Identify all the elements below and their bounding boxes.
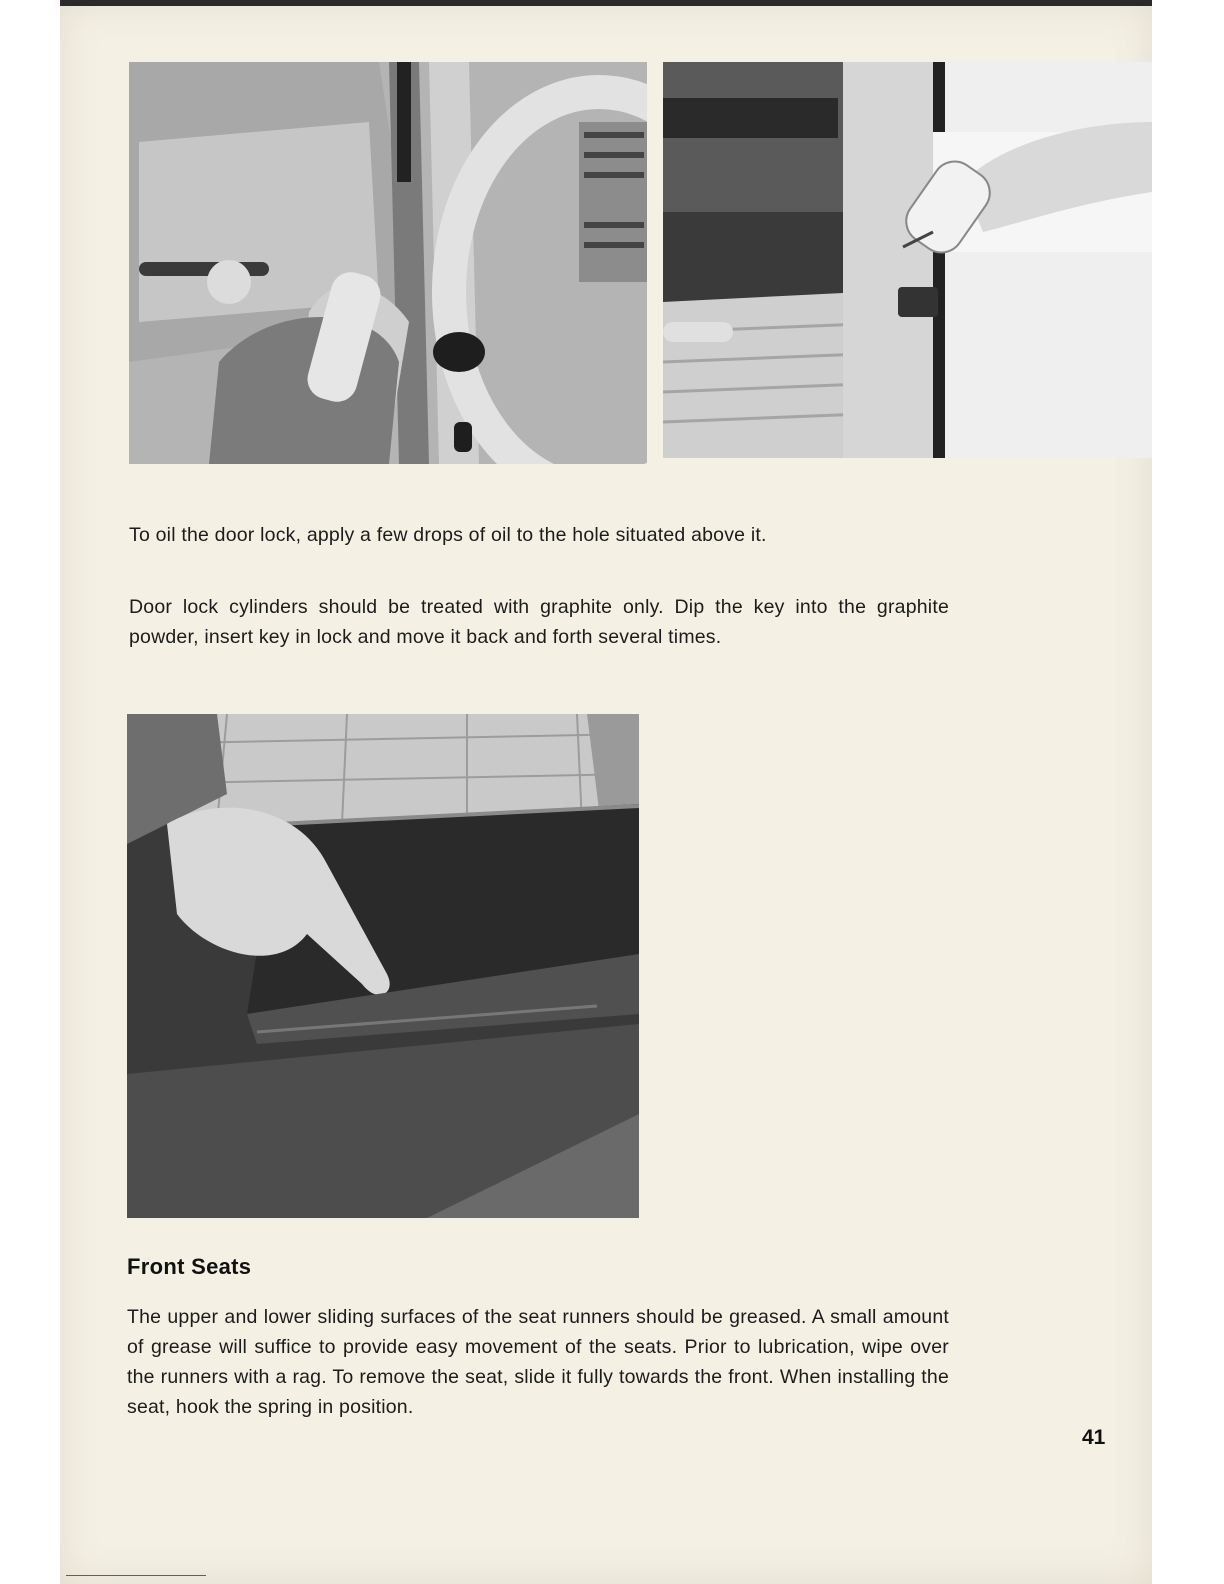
page-number: 41: [1082, 1426, 1106, 1449]
page-top-edge: [60, 0, 1152, 6]
paragraph-door-lock-oil: To oil the door lock, apply a few drops of oil to the hole situated above it.: [129, 524, 767, 546]
bottom-rule: [66, 1575, 206, 1576]
photo-front-seat-runner-graphic: [127, 714, 639, 1218]
photo-door-lock-oiling-graphic: [129, 62, 647, 464]
photo-door-hinge-oiling-graphic: [663, 62, 1152, 458]
photo-door-hinge-oiling: [663, 62, 1152, 458]
paragraph-lock-cylinders: Door lock cylinders should be treated with graphite only. Dip the key into the graphite powder, insert key in lock and move it back and forth several times.: [129, 596, 949, 648]
section-heading-front-seats: Front Seats: [127, 1254, 252, 1279]
paragraph-front-seats: The upper and lower sliding surfaces of the seat runners should be greased. A small amount of grease will suffice to provide easy movement of the seats. Prior to lubrication, wipe over the runners with a rag. To remove the seat, slide it fully towards the front. When installing the seat, hook the spring in position.: [127, 1306, 949, 1418]
manual-page: [60, 0, 1152, 1584]
photo-front-seat-runner: [127, 714, 639, 1218]
photo-door-lock-oiling: [129, 62, 647, 464]
